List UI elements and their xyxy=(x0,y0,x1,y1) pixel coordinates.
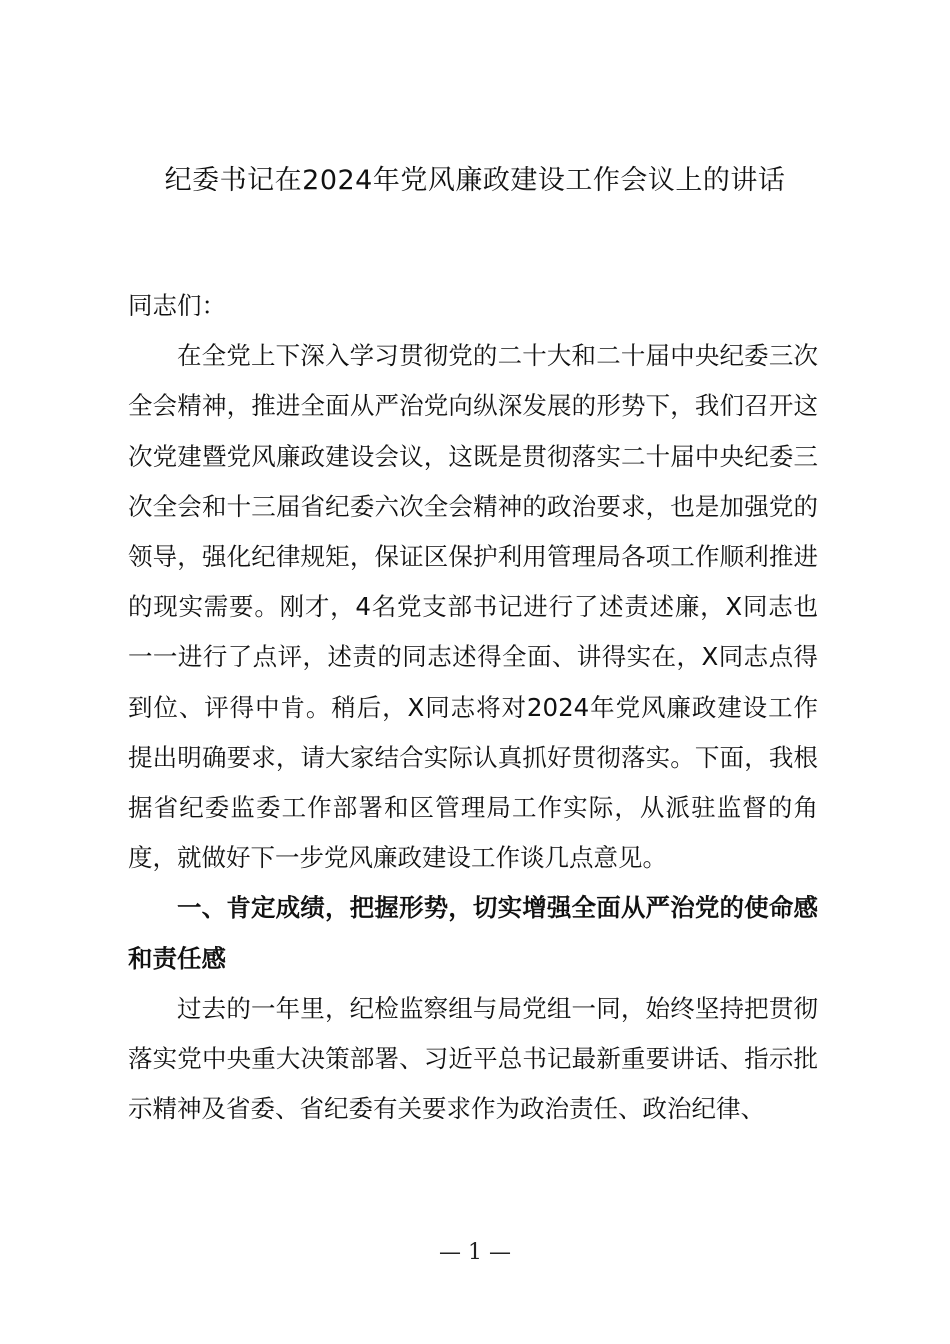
section-paragraph: 过去的一年里，纪检监察组与局党组一同，始终坚持把贯彻落实党中央重大决策部署、习近平总书记最新重要讲话、指示批示精神及省委、省纪委有关要求作为政治责任、政治纪律、 xyxy=(128,993,818,1124)
section-heading: 一、肯定成绩，把握形势，切实增强全面从严治党的使命感和责任感 xyxy=(128,893,818,973)
salutation: 同志们： xyxy=(128,291,226,320)
body-paragraph: 在全党上下深入学习贯彻党的二十大和二十届中央纪委三次全会精神，推进全面从严治党向纵深发展的形势下，我们召开这次党建暨党风廉政建设会议，这既是贯彻落实二十届中央纪委三次全会和十三届省纪委六次全会精神的政治要求，也是加强党的领导，强化纪律规矩，保证区保护利用管理局各项工作顺利推进的现实需要。刚才，4名党支部书记进行了述责述廉，X同志也一一进行了点评，述责的同志述得全面、讲得实在，X同志点得到位、评得中肯。稍后，X同志将对2024年党风廉政建设工作提出明确要求，请大家结合实际认真抓好贯彻落实。下面，我根据省纪委监委工作部署和区管理局工作实际，从派驻监督的角度，就做好下一步党风廉政建设工作谈几点意见。 xyxy=(128,341,818,873)
page-number: — 1 — xyxy=(439,1240,511,1265)
document-body xyxy=(128,281,818,1134)
document-title: 纪委书记在2024年党风廉政建设工作会议上的讲话 xyxy=(164,165,786,196)
